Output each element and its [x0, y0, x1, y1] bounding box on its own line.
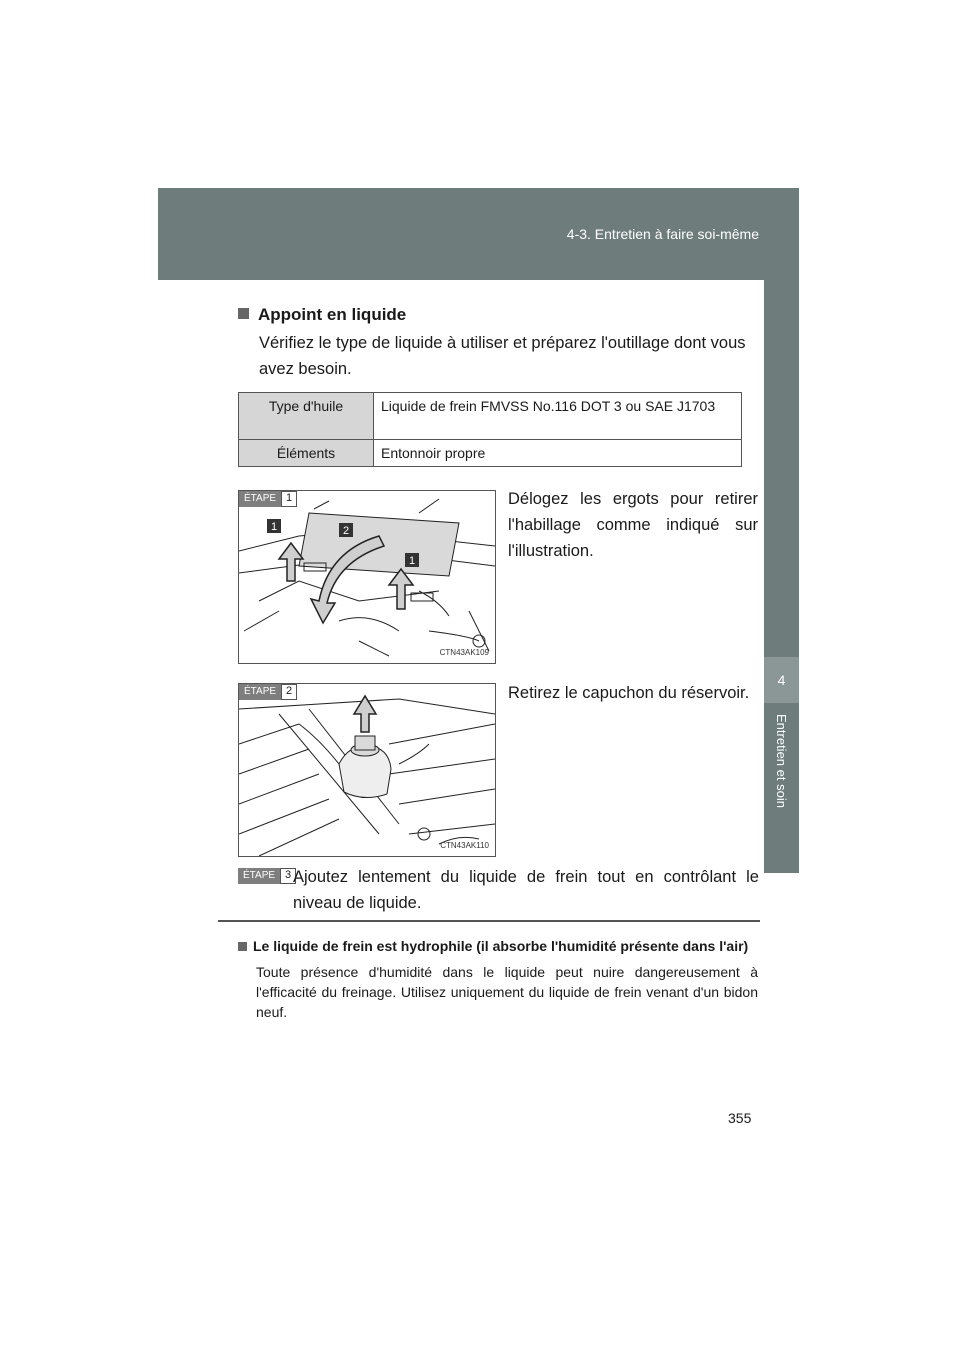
spec-table: [238, 392, 742, 467]
note-title: [238, 938, 748, 954]
step1-illustration: [238, 490, 496, 664]
step-label: ÉTAPE: [239, 491, 281, 507]
callout-1-right: 1: [408, 555, 416, 567]
note-title-text: Le liquide de frein est hydrophile (il absorbe l'humidité présente dans l'air): [253, 938, 749, 954]
chapter-side-tab[interactable]: [764, 280, 799, 873]
section-title-text: Appoint en liquide: [258, 305, 407, 324]
step3-text: Ajoutez lentement du liquide de frein tout en contrôlant le niveau de liquide.: [293, 868, 759, 912]
note-body: Toute présence d'humidité dans le liquide peut nuire dangereusement à l'efficacité du freinage. Utilisez uniquement du liquide de frein venant d'un bidon neuf.: [256, 964, 758, 1020]
spec-key: Type d'huile: [239, 393, 374, 440]
divider: [218, 920, 760, 922]
chapter-label: Entretien et soin: [774, 714, 789, 808]
step-label: ÉTAPE: [239, 684, 281, 700]
callout-1-left: 1: [270, 521, 278, 533]
page-number: 355: [728, 1110, 752, 1126]
spec-key: Éléments: [239, 440, 374, 467]
step-number: 1: [281, 491, 297, 507]
step2-illustration: [238, 683, 496, 857]
section-title: [238, 305, 406, 325]
figure-code: CTN43AK110: [440, 841, 489, 850]
table-row: [239, 440, 742, 467]
callout-2: 2: [342, 525, 350, 537]
step-number: 3: [280, 868, 296, 884]
spec-value: Liquide de frein FMVSS No.116 DOT 3 ou SAE J1703: [374, 393, 742, 440]
header-band: [158, 188, 799, 280]
spec-value: Entonnoir propre: [374, 440, 742, 467]
step2-badge: [239, 684, 297, 700]
reservoir-cap-drawing: [239, 684, 495, 856]
step-number: 2: [281, 684, 297, 700]
step3-badge: [238, 868, 296, 884]
step-label: ÉTAPE: [238, 868, 280, 884]
step2-text: Retirez le capuchon du réservoir.: [508, 684, 750, 702]
trim-removal-drawing: [239, 491, 495, 663]
table-row: [239, 393, 742, 440]
section-intro: Vérifiez le type de liquide à utiliser et préparez l'outillage dont vous avez besoin.: [259, 334, 746, 378]
chapter-number: 4: [777, 672, 786, 688]
step1-badge: [239, 491, 297, 507]
section-header: 4-3. Entretien à faire soi-même: [566, 226, 759, 242]
square-bullet-icon: [238, 942, 247, 951]
square-bullet-icon: [238, 308, 249, 319]
step1-text: Délogez les ergots pour retirer l'habillage comme indiqué sur l'illustration.: [508, 490, 758, 560]
figure-code: CTN43AK109: [439, 648, 489, 657]
